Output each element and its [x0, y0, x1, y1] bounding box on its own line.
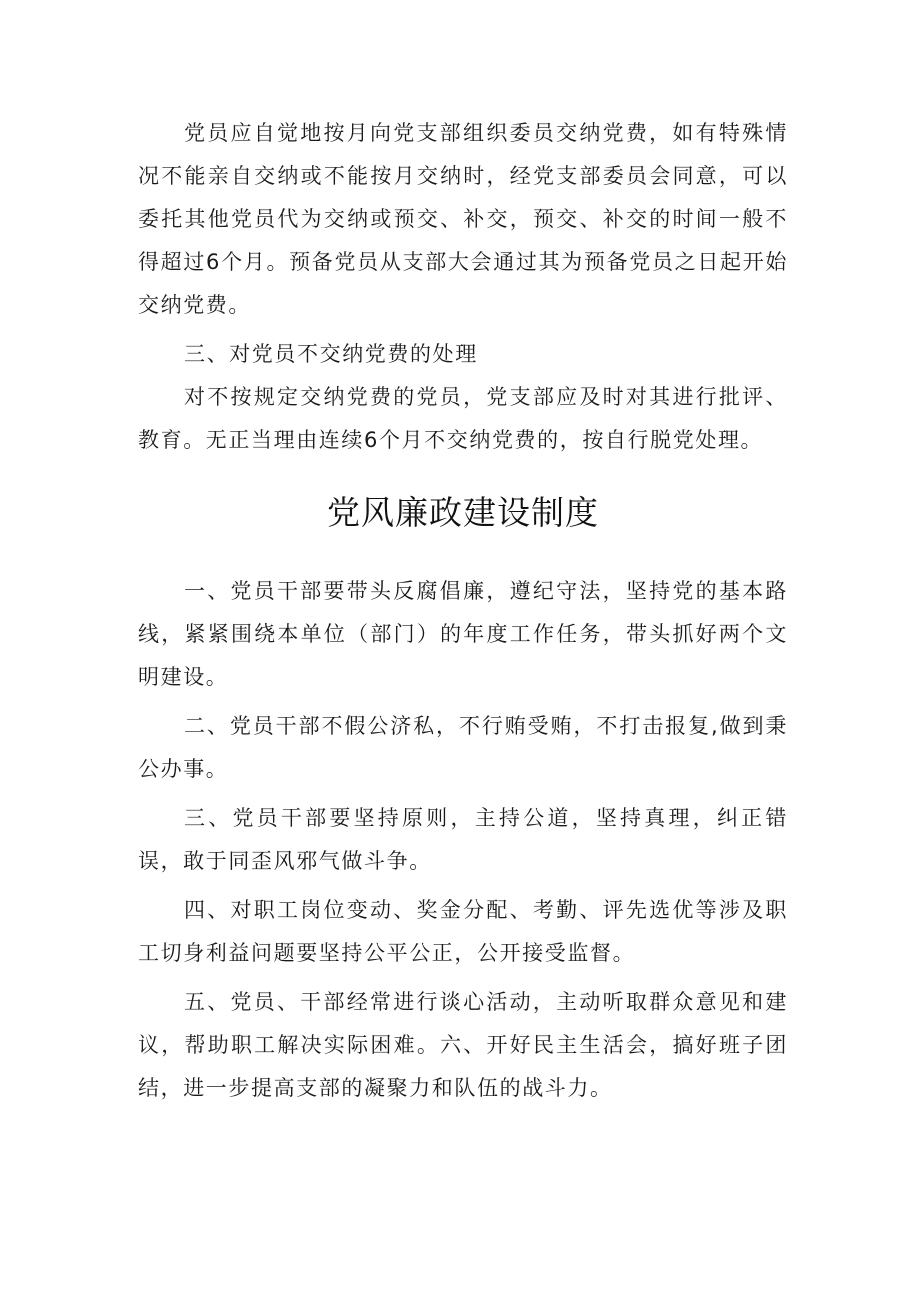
paragraph-dues-payment: 党员应自觉地按月向党支部组织委员交纳党费，如有特殊情况不能亲自交纳或不能按月交纳时，经党支部委员会同意，可以委托其他党员代为交纳或预交、补交，预交、补交的时间一般不得超过6个月。预备党员从支部大会通过其为预备党员之日起开始交纳党费。 — [138, 121, 788, 317]
document-body — [138, 112, 788, 1116]
paragraph-non-payment-handling: 对不按规定交纳党费的党员，党支部应及时对其进行批评、教育。无正当理由连续6个月不交纳党费的，按自行脱党处理。 — [138, 385, 788, 452]
list-item-rule-3: 三、党员干部要坚持原则，主持公道，坚持真理，纠正错误，敢于同歪风邪气做斗争。 — [138, 806, 788, 873]
list-item-rule-1: 一、党员干部要带头反腐倡廉，遵纪守法，坚持党的基本路线，紧紧围绕本单位（部门）的年度工作任务，带头抓好两个文明建设。 — [138, 579, 788, 689]
list-item-rule-5: 五、党员、干部经常进行谈心活动，主动听取群众意见和建议，帮助职工解决实际困难。六、开好民主生活会，搞好班子团结，进一步提高支部的凝聚力和队伍的战斗力。 — [138, 990, 788, 1100]
section-heading-non-payment: 三、对党员不交纳党费的处理 — [184, 342, 478, 366]
list-item-rule-2: 二、党员干部不假公济私，不行贿受贿，不打击报复,做到秉公办事。 — [138, 714, 788, 781]
document-title: 党风廉政建设制度 — [327, 493, 599, 532]
list-item-rule-4: 四、对职工岗位变动、奖金分配、考勤、评先选优等涉及职工切身利益问题要坚持公平公正，公开接受监督。 — [138, 898, 788, 965]
